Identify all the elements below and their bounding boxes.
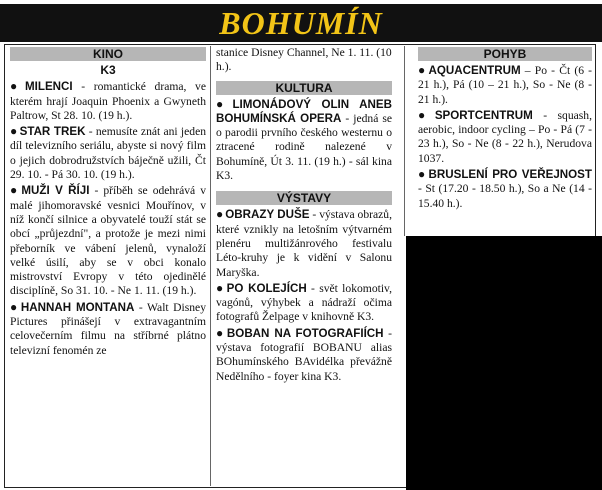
list-item bbox=[216, 97, 392, 184]
bullet-icon: ● bbox=[418, 63, 427, 77]
list-item bbox=[10, 124, 206, 182]
item-title: MILENCI bbox=[24, 80, 73, 94]
item-text: - příběh se odehrává v malé jihomoravské vesnici Mouřínov, v níž končí silnice a obyvatelé touží stát se obcí „průjezdní", a protože je mezi nimi přeborník ve vábení jelenů, vynaloží velké úsilí, aby se v obci konalo mistrovství Evropy v této ojedinělé disciplíně, So 31. 10. - Ne 1. 11. (19 h.). bbox=[10, 184, 207, 298]
item-text: - svět lokomotiv, vagónů, výhybek a nádraží očima fotografů Želpage v knihovně K3. bbox=[216, 281, 392, 324]
item-text: - jedná se o parodii prvního českého westernu o ztracené rodině nalezené v Bohumíně, Út 3. 11. (19 h.) - sál kina K3. bbox=[216, 111, 392, 183]
title-banner bbox=[0, 4, 602, 42]
bullet-icon: ● bbox=[10, 79, 23, 94]
item-text: - Walt Disney Pictures přinášejí v extravagantním celovečerním filmu na stříbrné plátno televizní fenomén ze bbox=[10, 300, 206, 357]
column-divider bbox=[404, 46, 405, 236]
bullet-icon: ● bbox=[10, 299, 19, 314]
section-heading-kultura: KULTURA bbox=[216, 81, 392, 95]
page-title: BOHUMÍN bbox=[219, 4, 383, 41]
item-text: - výstava fotografií BOBANU alias BOhumínského BAvidélka převážně Nedělního - foyer kina K3. bbox=[216, 326, 392, 383]
bullet-icon: ● bbox=[418, 167, 427, 182]
item-title: AQUACENTRUM bbox=[428, 64, 521, 77]
section-heading-pohyb: POHYB bbox=[418, 47, 592, 61]
bullet-icon: ● bbox=[418, 107, 433, 122]
section-heading-vystavy: VÝSTAVY bbox=[216, 191, 392, 205]
section-heading-kino: KINO bbox=[10, 47, 206, 61]
list-item bbox=[418, 63, 592, 107]
list-item bbox=[216, 281, 392, 325]
item-title: MUŽI V ŘÍJI bbox=[21, 184, 90, 198]
column-divider bbox=[210, 46, 211, 486]
item-title: BOBAN NA FOTOGRAFIÍCH bbox=[226, 326, 384, 340]
item-title: BRUSLENÍ PRO VEŘEJNOST bbox=[428, 168, 592, 182]
item-text: - výstava obrazů, které vznikly na letošním výtvarném plenéru multižánrového festivalu Léto-kruhy je k vidění v Salonu Maryška. bbox=[216, 208, 392, 279]
blank-black-area bbox=[406, 236, 602, 490]
list-item bbox=[10, 79, 206, 123]
bullet-icon: ● bbox=[10, 183, 20, 198]
item-title: OBRAZY DUŠE bbox=[225, 208, 310, 222]
item-text: – Po - Čt (6 - 21 h.), Pá (10 – 21 h.), So - Ne (8 - 21 h.). bbox=[418, 64, 593, 106]
kultura-column bbox=[216, 46, 392, 385]
list-item bbox=[418, 108, 592, 166]
item-title: STAR TREK bbox=[19, 125, 86, 139]
item-title: PO KOLEJÍCH bbox=[226, 281, 307, 295]
list-item bbox=[10, 300, 206, 358]
continued-text: stanice Disney Channel, Ne 1. 11. (10 h.). bbox=[216, 46, 392, 74]
bullet-icon: ● bbox=[216, 325, 225, 340]
item-text: - squash, aerobic, indoor cycling – Po - Pá (7 - 23 h.), So - Ne (8 - 22 h.), Nerudova 1037. bbox=[418, 108, 592, 165]
kino-column bbox=[10, 46, 206, 359]
bullet-icon: ● bbox=[10, 124, 18, 139]
bullet-icon: ● bbox=[216, 280, 225, 295]
item-text: - St (17.20 - 18.50 h.), So a Ne (14 - 15.40 h.). bbox=[418, 182, 592, 210]
list-item bbox=[216, 207, 392, 279]
bullet-icon: ● bbox=[216, 207, 224, 222]
item-title: SPORTCENTRUM bbox=[434, 108, 533, 122]
list-item bbox=[418, 167, 592, 211]
list-item bbox=[216, 326, 392, 384]
section-subheading: K3 bbox=[100, 63, 116, 77]
list-item bbox=[10, 183, 206, 298]
item-title: HANNAH MONTANA bbox=[20, 300, 135, 314]
item-title: LIMONÁDOVÝ OLIN ANEB BOHUMÍNSKÁ OPERA bbox=[216, 97, 392, 125]
bullet-icon: ● bbox=[216, 96, 231, 111]
item-text: - nemusíte znát ani jeden díl televizního seriálu, abyste si nový film o jejich dobrodružstvích báječně užili, Čt 29. 10. - Pá 30. 10. (19 h.). bbox=[10, 125, 207, 182]
item-text: - romantické drama, ve kterém hrají Joaquin Phoenix a Gwyneth Paltrow, St 28. 10. (19 h.). bbox=[10, 80, 206, 122]
pohyb-column bbox=[418, 46, 592, 212]
